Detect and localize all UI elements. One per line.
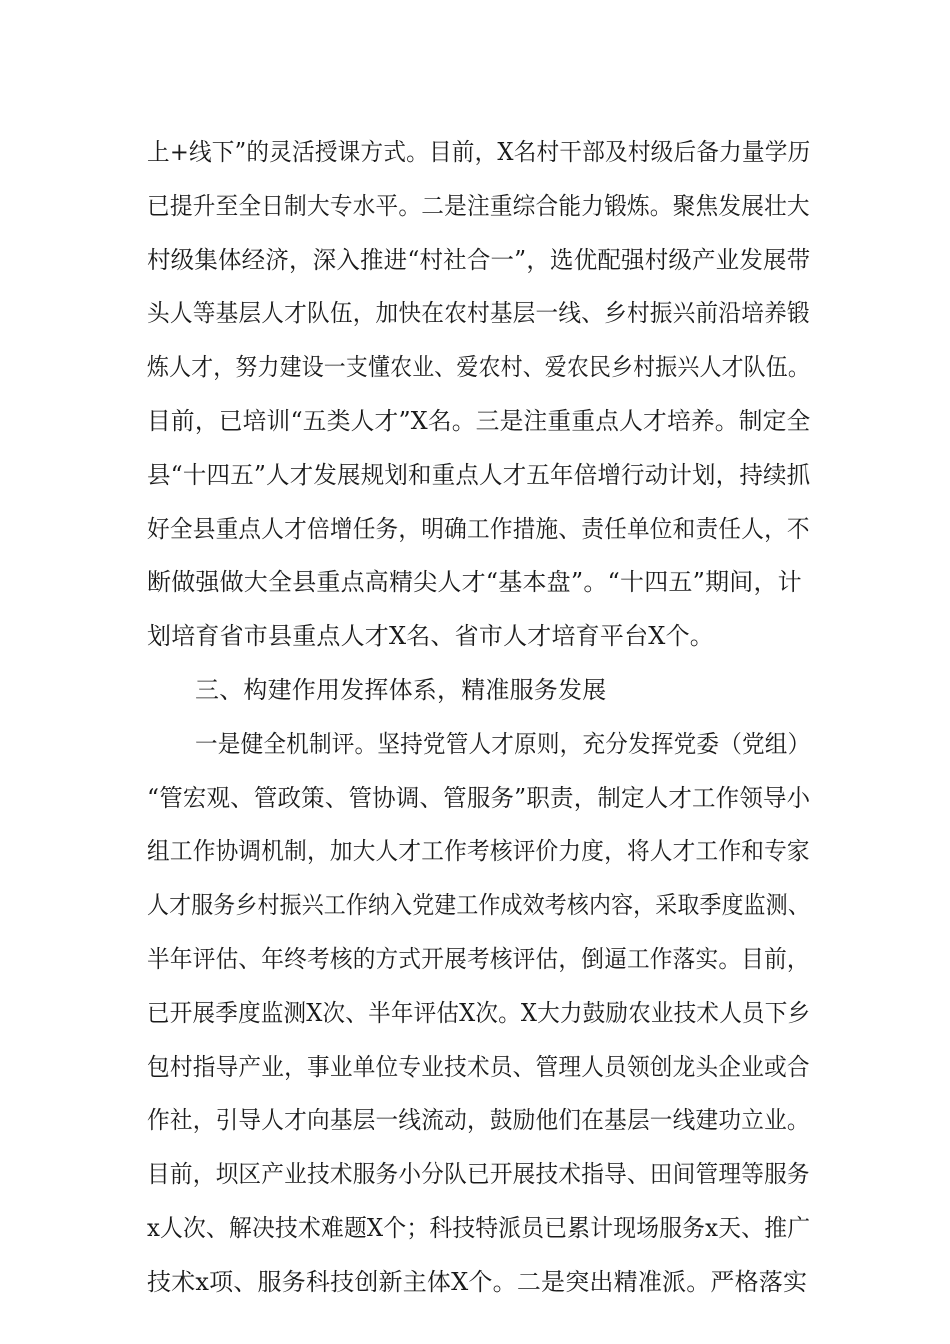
body-text-line: 村级集体经济，深入推进“村社合一”，选优配强村级产业发展带 <box>147 246 811 274</box>
body-text-line: 头人等基层人才队伍，加快在农村基层一线、乡村振兴前沿培养锻 <box>147 299 810 327</box>
body-text-line: 县“十四五”人才发展规划和重点人才五年倍增行动计划，持续抓 <box>147 461 811 489</box>
body-text-line: 目前，已培训“五类人才”X名。三是注重重点人才培养。制定全 <box>147 407 811 435</box>
body-text-line: 断做强做大全县重点高精尖人才“基本盘”。“十四五”期间，计 <box>147 568 802 596</box>
body-text-line: 划培育省市县重点人才X名、省市人才培育平台X个。 <box>147 622 714 650</box>
body-text-line: 作社，引导人才向基层一线流动，鼓励他们在基层一线建功立业。 <box>147 1106 810 1134</box>
body-text-line: “管宏观、管政策、管协调、管服务”职责，制定人才工作领导小 <box>147 784 811 812</box>
body-text-line: x人次、解决技术难题X个；科技特派员已累计现场服务x天、推广 <box>147 1214 811 1242</box>
paragraph-first-line: 一是健全机制评。坚持党管人才原则，充分发挥党委（党组） <box>195 730 811 758</box>
body-text-line: 包村指导产业，事业单位专业技术员、管理人员领创龙头企业或合 <box>147 1053 810 1081</box>
body-text-line: 炼人才，努力建设一支懂农业、爱农村、爱农民乡村振兴人才队伍。 <box>147 353 810 381</box>
body-text-line: 目前，坝区产业技术服务小分队已开展技术指导、田间管理等服务 <box>147 1160 810 1188</box>
body-text-line: 人才服务乡村振兴工作纳入党建工作成效考核内容，采取季度监测、 <box>147 891 810 919</box>
body-text-line: 已提升至全日制大专水平。二是注重综合能力锻炼。聚焦发展壮大 <box>147 192 810 220</box>
section-heading: 三、构建作用发挥体系，精准服务发展 <box>195 676 607 704</box>
body-text-line: 组工作协调机制，加大人才工作考核评价力度，将人才工作和专家 <box>147 837 810 865</box>
body-text-line: 上+线下”的灵活授课方式。目前，X名村干部及村级后备力量学历 <box>147 138 811 166</box>
body-text-line: 技术x项、服务科技创新主体X个。二是突出精准派。严格落实 <box>147 1268 808 1296</box>
body-text-line: 半年评估、年终考核的方式开展考核评估，倒逼工作落实。目前， <box>147 945 810 973</box>
body-text-line: 已开展季度监测X次、半年评估X次。X大力鼓励农业技术人员下乡 <box>147 999 811 1027</box>
body-text-line: 好全县重点人才倍增任务，明确工作措施、责任单位和责任人，不 <box>147 515 810 543</box>
